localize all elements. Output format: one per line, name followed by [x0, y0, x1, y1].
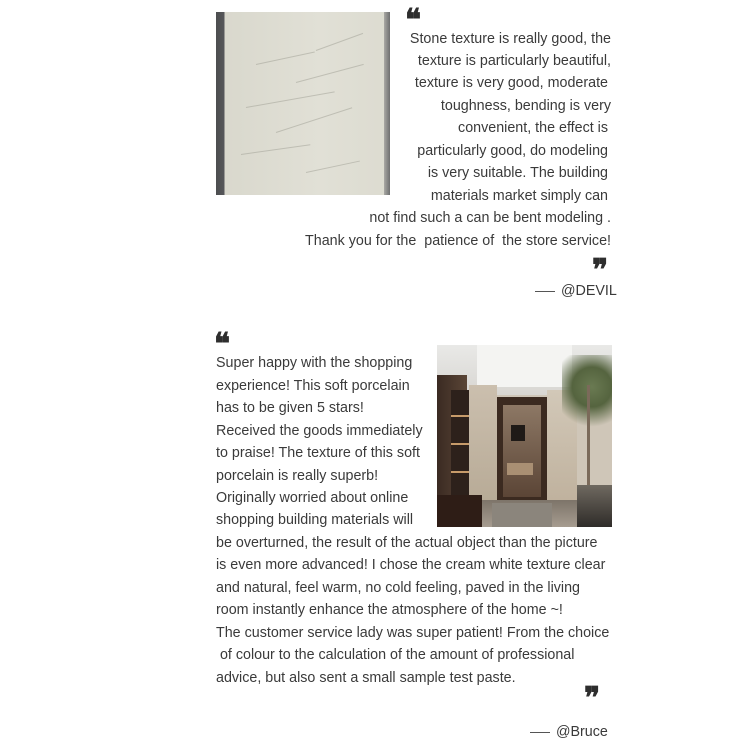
- review1-line: not find such a can be bent modeling .: [369, 210, 611, 226]
- open-quote-icon: ❝: [214, 327, 231, 362]
- review2-line: porcelain is really superb!: [216, 468, 379, 484]
- review1-line: is very suitable. The building: [427, 165, 608, 181]
- review2-line: advice, but also sent a small sample test paste.: [216, 670, 516, 686]
- interior-hallway-photo: [437, 345, 612, 527]
- review2-line: room instantly enhance the atmosphere of the home ~!: [216, 602, 563, 618]
- review1-line: Thank you for the patience of the store service!: [305, 233, 611, 249]
- signature-dash: [530, 732, 550, 733]
- review2-author: @Bruce: [556, 724, 608, 740]
- stone-texture-photo: [216, 12, 390, 195]
- review2-line: has to be given 5 stars!: [216, 400, 364, 416]
- review1-line: materials market simply can: [430, 188, 608, 204]
- review1-line: texture is very good, moderate: [414, 75, 608, 91]
- review1-line: Stone texture is really good, the: [409, 31, 611, 47]
- review1-author: @DEVIL: [561, 283, 617, 299]
- open-quote-icon: ❝: [405, 3, 422, 38]
- review2-signature: [530, 724, 608, 740]
- review2-line: and natural, feel warm, no cold feeling, paved in the living: [216, 580, 580, 596]
- review2-line: The customer service lady was super patient! From the choice: [216, 625, 610, 641]
- review1-line: texture is particularly beautiful,: [417, 53, 611, 69]
- review1-signature: [535, 283, 617, 299]
- review2-line: be overturned, the result of the actual object than the picture: [216, 535, 598, 551]
- review2-line: Super happy with the shopping: [216, 355, 413, 371]
- review2-line: of colour to the calculation of the amount of professional: [216, 647, 575, 663]
- close-quote-icon: ❞: [592, 253, 609, 288]
- review2-line: experience! This soft porcelain: [216, 378, 410, 394]
- review1-line: particularly good, do modeling: [417, 143, 608, 159]
- close-quote-icon: ❞: [584, 681, 601, 716]
- review2-line: is even more advanced! I chose the cream white texture clear: [216, 557, 606, 573]
- review2-line: to praise! The texture of this soft: [216, 445, 420, 461]
- review2-line: Received the goods immediately: [216, 423, 423, 439]
- signature-dash: [535, 291, 555, 292]
- review1-line: convenient, the effect is: [458, 120, 608, 136]
- review1-line: toughness, bending is very: [440, 98, 611, 114]
- review2-line: Originally worried about online: [216, 490, 409, 506]
- review2-line: shopping building materials will: [216, 512, 414, 528]
